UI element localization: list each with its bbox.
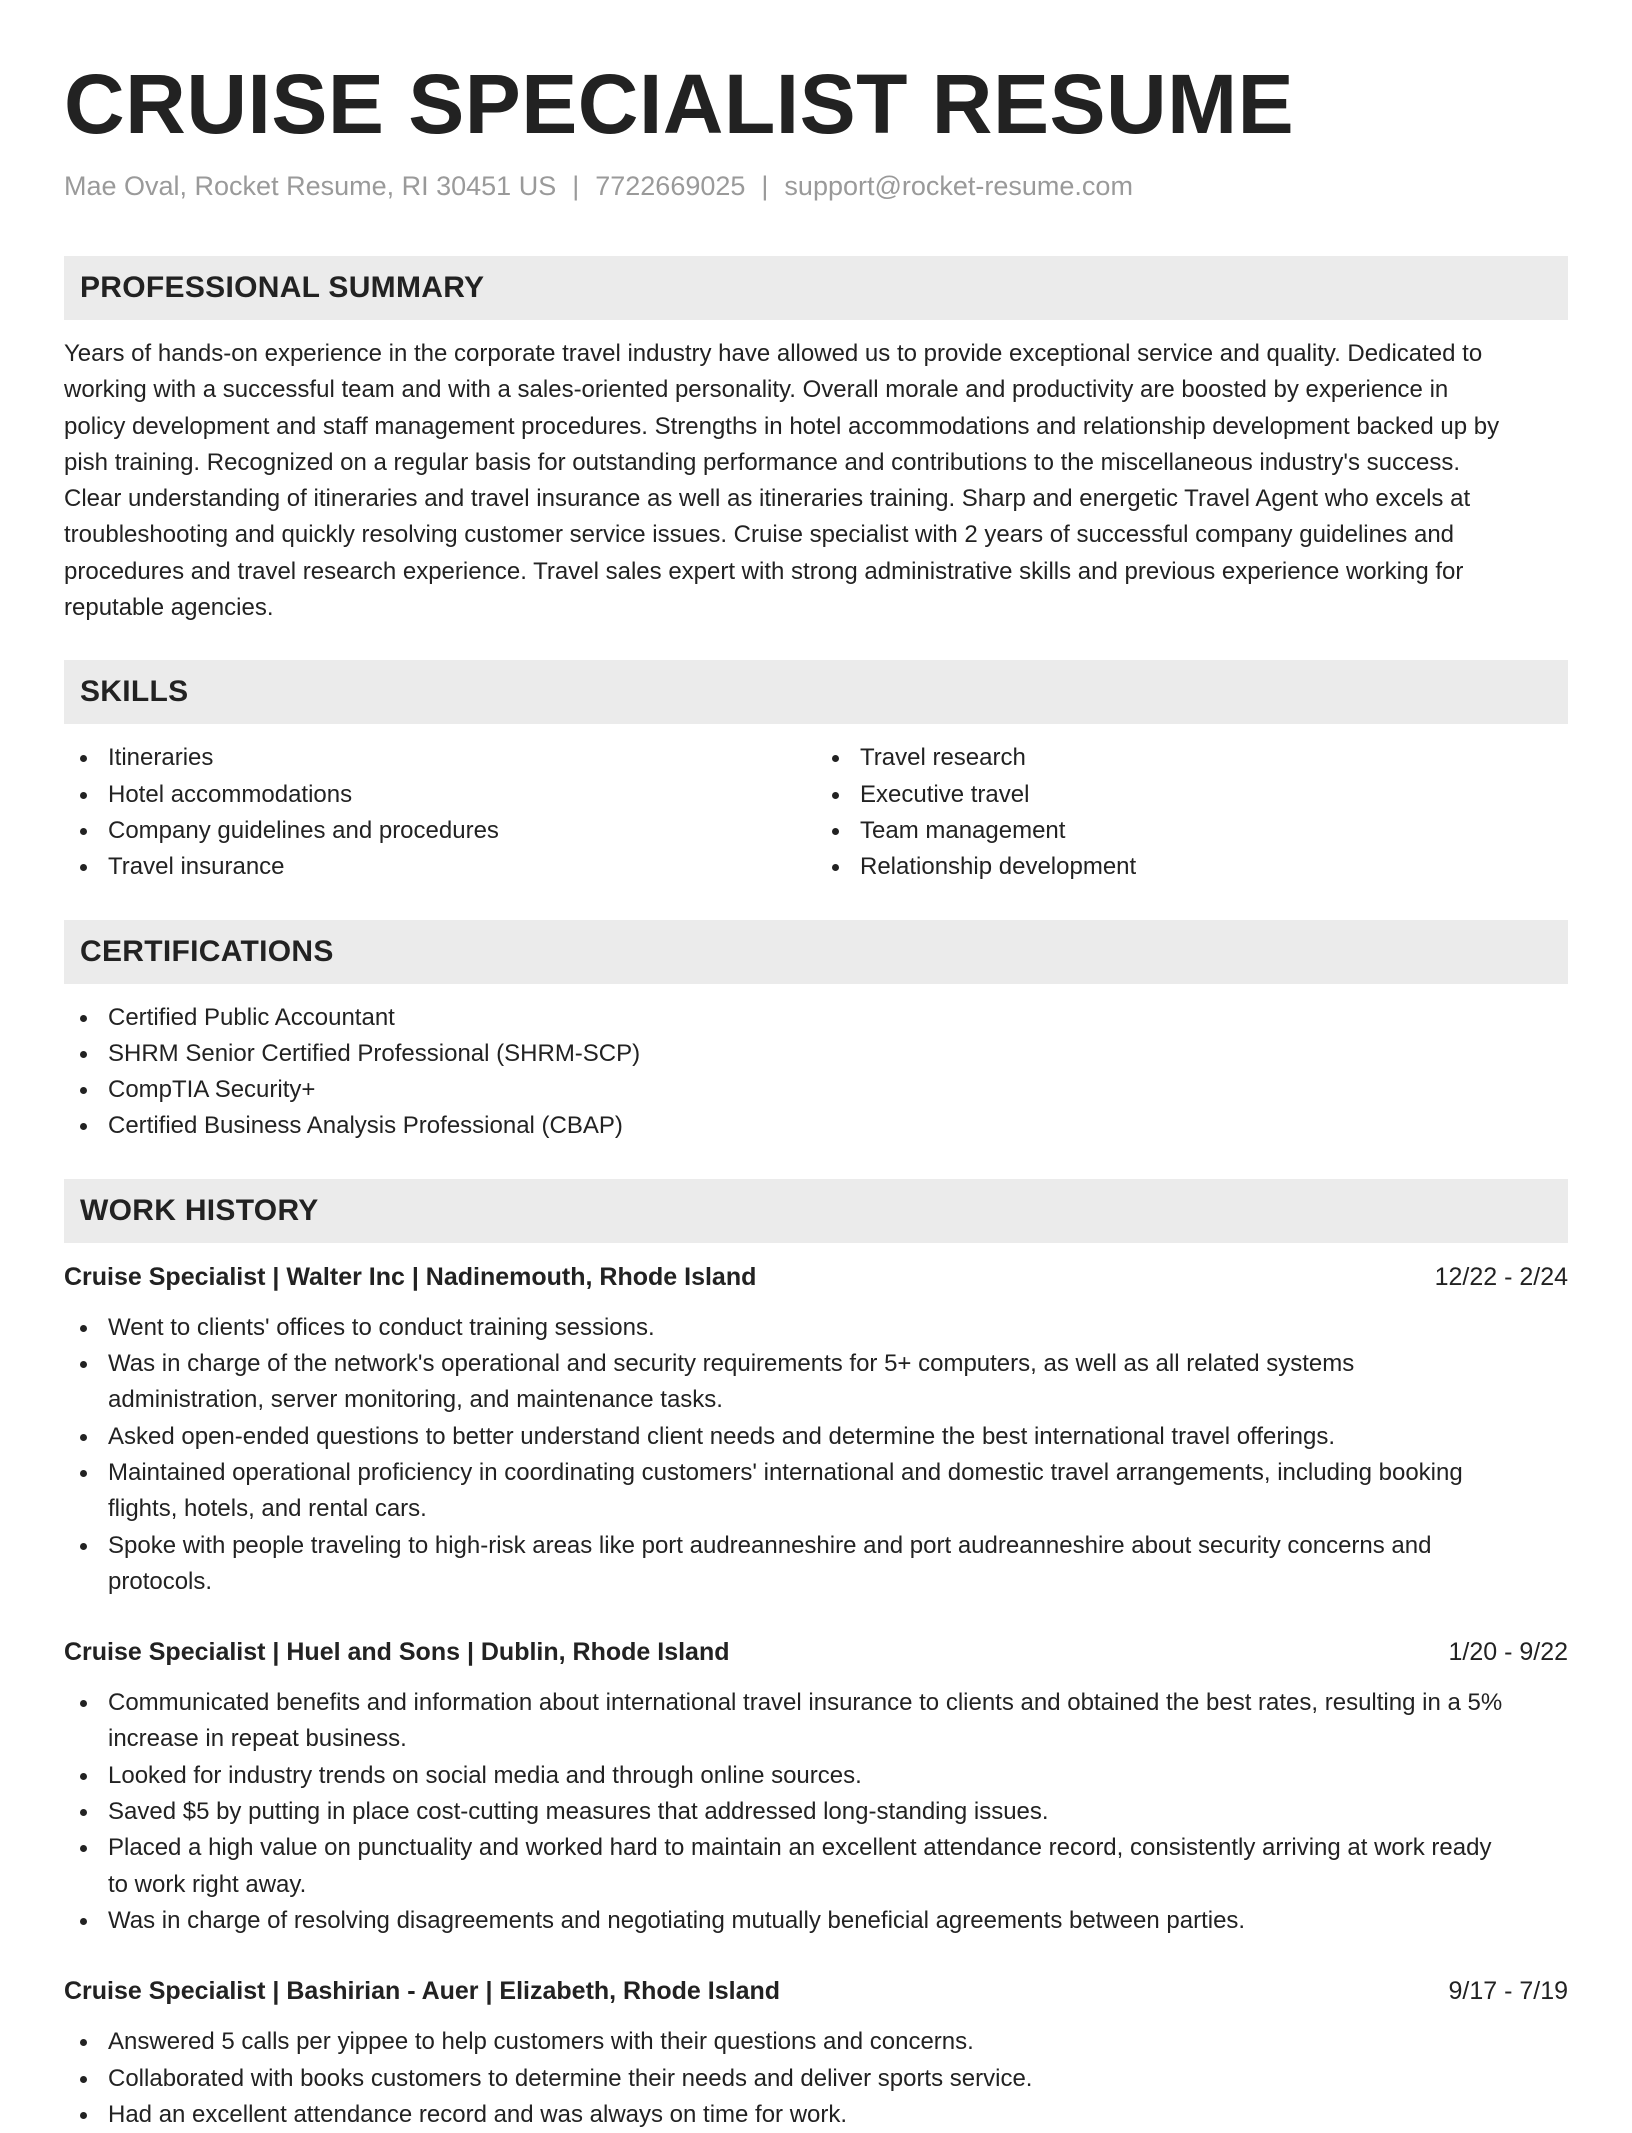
skills-list-right xyxy=(816,740,1568,885)
resume-title: CRUISE SPECIALIST RESUME xyxy=(64,57,1295,151)
bullet-line: Went to clients' offices to conduct training sessions. xyxy=(108,1313,655,1341)
job-bullets xyxy=(64,2024,1568,2133)
contact-email: support@rocket-resume.com xyxy=(784,171,1133,201)
bullet-line: Answered 5 calls per yippee to help customers with their questions and concerns. xyxy=(108,2028,974,2056)
contact-separator: | xyxy=(761,171,769,201)
summary-heading: PROFESSIONAL SUMMARY xyxy=(64,256,1568,320)
job-bullet xyxy=(64,1310,1568,1346)
bullet-line: Maintained operational proficiency in coordinating customers' international and domestic travel arrangements, including booking xyxy=(108,1458,1463,1486)
bullet-line: administration, server monitoring, and maintenance tasks. xyxy=(108,1386,723,1414)
summary-line: procedures and travel research experience. Travel sales expert with strong administrative skills and previous experience working for xyxy=(64,557,1464,585)
bullet-line: Was in charge of the network's operational and security requirements for 5+ computers, as well as all related systems xyxy=(108,1350,1355,1378)
job-dates: 12/22 - 2/24 xyxy=(1434,1262,1568,1291)
bullet-line: Had an excellent attendance record and was always on time for work. xyxy=(108,2100,848,2128)
job-bullets xyxy=(64,1685,1568,1939)
skill-item: Travel research xyxy=(816,740,1568,776)
bullet-line: Asked open-ended questions to better understand client needs and determine the best international travel offerings. xyxy=(108,1422,1336,1450)
bullet-line: Saved $5 by putting in place cost-cutting measures that addressed long-standing issues. xyxy=(108,1798,1049,1826)
summary-line: reputable agencies. xyxy=(64,594,274,622)
contact-line xyxy=(64,168,1568,204)
job-title: Cruise Specialist | Bashirian - Auer | Elizabeth, Rhode Island xyxy=(64,1977,781,2006)
job-bullet xyxy=(64,1528,1568,1601)
job-bullet xyxy=(64,2097,1568,2133)
job-title: Cruise Specialist | Huel and Sons | Dublin, Rhode Island xyxy=(64,1638,730,1667)
skills-heading: SKILLS xyxy=(64,660,1568,724)
job-bullet xyxy=(64,1830,1568,1903)
certifications-heading: CERTIFICATIONS xyxy=(64,920,1568,984)
bullet-line: increase in repeat business. xyxy=(108,1725,407,1753)
job-bullet xyxy=(64,1903,1568,1939)
job-bullet xyxy=(64,1758,1568,1794)
skill-item: Company guidelines and procedures xyxy=(64,813,816,849)
job-dates: 9/17 - 7/19 xyxy=(1448,1977,1568,2006)
bullet-line: flights, hotels, and rental cars. xyxy=(108,1495,427,1523)
bullet-line: Collaborated with books customers to determine their needs and deliver sports service. xyxy=(108,2064,1033,2092)
summary-text xyxy=(64,336,1568,626)
certifications-list xyxy=(64,1000,1568,1145)
contact-phone: 7722669025 xyxy=(595,171,746,201)
skills-column-right xyxy=(816,740,1568,885)
job-bullet xyxy=(64,1685,1568,1758)
skill-item: Itineraries xyxy=(64,740,816,776)
summary-line: Years of hands-on experience in the corporate travel industry have allowed us to provide exceptional service and quality. Dedicated to xyxy=(64,340,1483,367)
skills-list-left xyxy=(64,740,816,885)
certification-item: Certified Public Accountant xyxy=(64,1000,1568,1036)
job-bullet xyxy=(64,1455,1568,1528)
job-header xyxy=(64,1634,1568,1670)
skill-item: Relationship development xyxy=(816,849,1568,885)
job-bullet xyxy=(64,1346,1568,1419)
job-bullet xyxy=(64,1419,1568,1455)
summary-line: pish training. Recognized on a regular basis for outstanding performance and contributions to the miscellaneous industry's success. xyxy=(64,448,1461,476)
bullet-line: Placed a high value on punctuality and worked hard to maintain an excellent attendance record, consistently arriving at work ready xyxy=(108,1834,1492,1862)
bullet-line: Was in charge of resolving disagreements and negotiating mutually beneficial agreements between parties. xyxy=(108,1906,1246,1934)
skill-item: Hotel accommodations xyxy=(64,777,816,813)
contact-separator: | xyxy=(572,171,580,201)
job-bullet xyxy=(64,2024,1568,2060)
certification-item: SHRM Senior Certified Professional (SHRM-SCP) xyxy=(64,1036,1568,1072)
work-history-heading: WORK HISTORY xyxy=(64,1179,1568,1243)
skills-grid xyxy=(64,740,1568,885)
bullet-line: protocols. xyxy=(108,1567,213,1595)
summary-line: working with a successful team and with a sales-oriented personality. Overall morale and productivity are boosted by experience in xyxy=(64,376,1449,404)
bullet-line: Communicated benefits and information about international travel insurance to clients and obtained the best rates, resulting in a 5% xyxy=(108,1689,1503,1717)
job-header xyxy=(64,1259,1568,1295)
job-header xyxy=(64,1973,1568,2009)
certification-item: Certified Business Analysis Professional (CBAP) xyxy=(64,1108,1568,1144)
summary-line: troubleshooting and quickly resolving customer service issues. Cruise specialist with 2 years of successful company guidelines and xyxy=(64,521,1455,549)
skill-item: Team management xyxy=(816,813,1568,849)
job-bullet xyxy=(64,2061,1568,2097)
bullet-line: to work right away. xyxy=(108,1870,307,1898)
job-title: Cruise Specialist | Walter Inc | Nadinemouth, Rhode Island xyxy=(64,1262,757,1291)
skills-column-left xyxy=(64,740,816,885)
certification-item: CompTIA Security+ xyxy=(64,1072,1568,1108)
job-bullets xyxy=(64,1310,1568,1600)
job-entry xyxy=(64,1973,1568,2133)
job-bullet xyxy=(64,1794,1568,1830)
bullet-line: Spoke with people traveling to high-risk areas like port audreanneshire and port audreanneshire about security concerns and xyxy=(108,1531,1432,1559)
contact-address: Mae Oval, Rocket Resume, RI 30451 US xyxy=(64,171,557,201)
job-entry xyxy=(64,1259,1568,1600)
job-dates: 1/20 - 9/22 xyxy=(1448,1638,1568,1667)
skill-item: Travel insurance xyxy=(64,849,816,885)
summary-line: Clear understanding of itineraries and travel insurance as well as itineraries training. Sharp and energetic Travel Agent who excels at xyxy=(64,485,1471,513)
job-entry xyxy=(64,1634,1568,1939)
summary-line: policy development and staff management procedures. Strengths in hotel accommodations and relationship development backed up by xyxy=(64,412,1500,440)
skill-item: Executive travel xyxy=(816,777,1568,813)
bullet-line: Looked for industry trends on social media and through online sources. xyxy=(108,1761,862,1789)
